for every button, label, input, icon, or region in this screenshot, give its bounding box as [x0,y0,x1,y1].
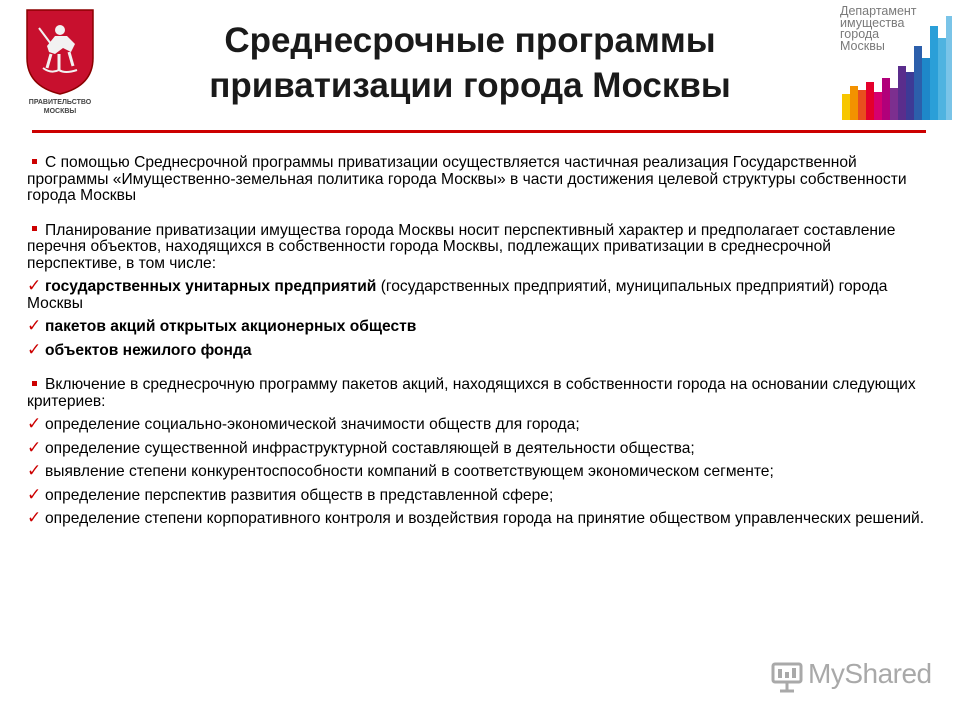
paragraph-1-text: С помощью Среднесрочной программы приватизации осуществляется частичная реализация Государственной программы «Имущественно-земельная политика города Москвы» в части достижения целевой структуры собственности города Москвы [27,154,907,204]
paragraph-3-text: Включение в среднесрочную программу пакетов акций, находящихся в собственности города на основании следующих критериев: [27,376,916,410]
list-item [27,318,927,336]
list-item-text: (государственных предприятий, муниципальных предприятий) города Москвы [27,278,888,312]
bullet-square-icon [32,381,37,386]
page-title [120,18,820,108]
criteria-item [27,416,927,434]
main-content [27,155,927,528]
emblem-caption-line1: ПРАВИТЕЛЬСТВО [28,99,92,106]
criteria-text: определение перспектив развития обществ в представленной сфере; [45,486,554,504]
checkmark-icon: ✓ [27,414,42,433]
dept-line4: Москвы [840,38,885,53]
criteria-text: определение существенной инфраструктурной составляющей в деятельности общества; [45,439,695,457]
watermark-text: MyShared [808,658,932,689]
presentation-board-icon [770,660,804,694]
dept-line1: Департамент [840,4,917,18]
checkmark-icon: ✓ [27,508,42,527]
moscow-coat-of-arms [15,8,105,128]
emblem-caption-line2: МОСКВЫ [43,108,77,115]
title-line1: Среднесрочные программы [224,21,716,60]
criteria-item [27,484,927,505]
department-logo-text [840,6,917,52]
dept-line3: города [840,27,880,41]
paragraph-2 [27,223,927,273]
coat-of-arms-icon [25,8,95,96]
department-logo [840,6,952,121]
checkmark-icon: ✓ [27,461,42,480]
list-item-bold: государственных унитарных предприятий [45,278,377,295]
list-item-bold: пакетов акций открытых акционерных обществ [45,318,417,335]
checkmark-icon: ✓ [27,437,42,457]
criteria-item [27,437,927,458]
bullet-square-icon [32,159,37,164]
checkmark-icon: ✓ [27,276,42,295]
paragraph-1 [27,155,927,205]
header-divider [32,130,926,133]
list-item-bold: объектов нежилого фонда [45,341,252,359]
list-item [27,278,927,312]
title-line2: приватизации города Москвы [209,66,731,105]
checkmark-icon: ✓ [27,339,42,359]
checkmark-icon: ✓ [27,484,42,504]
criteria-text: определение социально-экономической значимости обществ для города; [45,416,580,433]
criteria-item [27,463,927,481]
checkmark-icon: ✓ [27,316,42,335]
myshared-watermark [770,656,930,696]
criteria-text: определение степени корпоративного контроля и воздействия города на принятие обществом управленческих решений. [45,510,925,527]
paragraph-3 [27,377,927,410]
bullet-square-icon [32,226,37,231]
criteria-item [27,510,927,528]
dept-line2: имущества [840,15,905,30]
paragraph-2-text: Планирование приватизации имущества города Москвы носит перспективный характер и предполагает составление перечня объектов, находящихся в собственности города Москвы, подлежащих приватизации в среднесрочной перспективе, в том числе: [27,221,896,272]
list-item [27,339,927,360]
criteria-text: выявление степени конкурентоспособности компаний в соответствующем экономическом сегменте; [45,463,774,480]
